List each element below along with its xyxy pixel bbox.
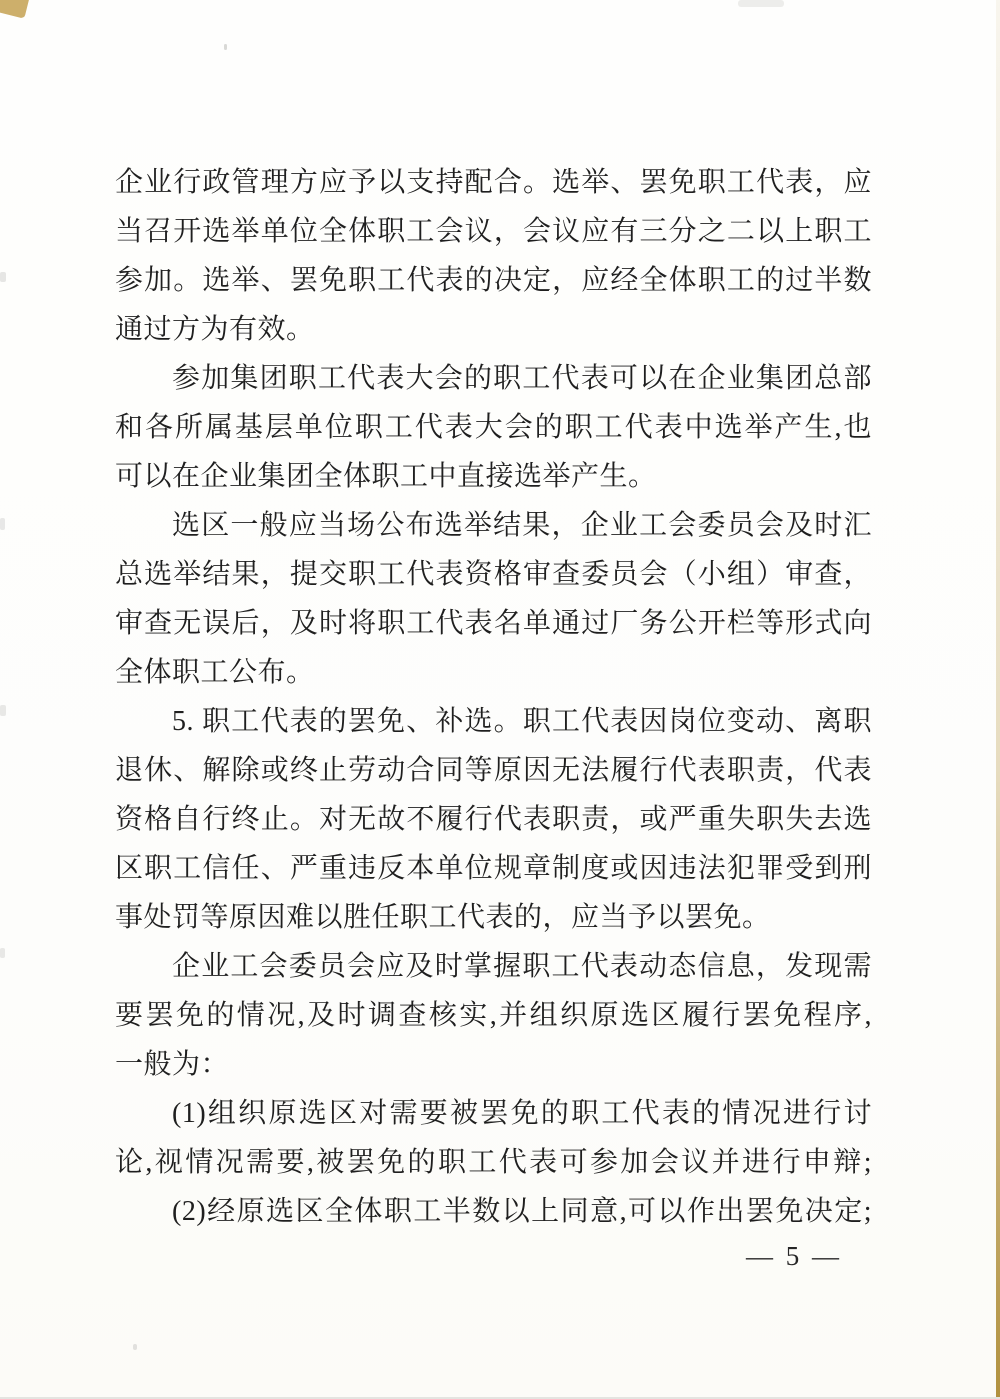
text-line: 通过方为有效。 [115, 314, 315, 345]
page-number: — 5 — [746, 1241, 842, 1271]
text-line: 退休、解除或终止劳动合同等原因无法履行代表职责，代表 [115, 755, 872, 786]
text-line: 一般为： [115, 1049, 230, 1080]
text-line: 企业工会委员会应及时掌握职工代表动态信息，发现需 [172, 951, 872, 982]
text-line: 审查无误后，及时将职工代表名单通过厂务公开栏等形式向 [115, 608, 872, 639]
scan-artifact-speck [0, 518, 5, 530]
scan-artifact-top-smudge [738, 0, 784, 7]
text-line: 企业行政管理方应予以支持配合。选举、罢免职工代表，应 [115, 167, 872, 198]
text-line: 总选举结果，提交职工代表资格审查委员会（小组）审查， [115, 559, 872, 590]
text-line: 当召开选举单位全体职工会议，会议应有三分之二以上职工 [115, 216, 872, 247]
scan-artifact-speck [133, 1344, 137, 1350]
text-line: 参加。选举、罢免职工代表的决定，应经全体职工的过半数 [115, 265, 872, 296]
text-line: 全体职工公布。 [115, 657, 315, 688]
scan-artifact-speck [224, 44, 227, 50]
text-line: 选区一般应当场公布选举结果，企业工会委员会及时汇 [172, 510, 872, 541]
scan-artifact-speck [0, 948, 5, 958]
text-line: 区职工信任、严重违反本单位规章制度或因违法犯罪受到刑 [115, 853, 872, 884]
scan-artifact-corner-mark [0, 0, 31, 19]
text-line: 要罢免的情况,及时调查核实,并组织原选区履行罢免程序, [115, 1000, 872, 1031]
text-line: 论,视情况需要,被罢免的职工代表可参加会议并进行申辩; [115, 1147, 872, 1178]
scan-artifact-speck [0, 705, 6, 716]
text-block [115, 158, 872, 1236]
text-line: 事处罚等原因难以胜任职工代表的，应当予以罢免。 [115, 902, 771, 933]
text-line: 5. 职工代表的罢免、补选。职工代表因岗位变动、离职 [172, 706, 872, 737]
text-line: (1)组织原选区对需要被罢免的职工代表的情况进行讨 [172, 1098, 872, 1129]
scan-artifact-speck [0, 272, 6, 282]
text-line: 可以在企业集团全体职工中直接选举产生。 [115, 461, 657, 492]
text-line: 和各所属基层单位职工代表大会的职工代表中选举产生,也 [115, 412, 872, 443]
text-line: 参加集团职工代表大会的职工代表可以在企业集团总部 [172, 363, 872, 394]
scan-artifact-right-edge [996, 0, 1000, 1399]
text-line: (2)经原选区全体职工半数以上同意,可以作出罢免决定; [172, 1196, 872, 1227]
text-line: 资格自行终止。对无故不履行代表职责，或严重失职失去选 [115, 804, 872, 835]
